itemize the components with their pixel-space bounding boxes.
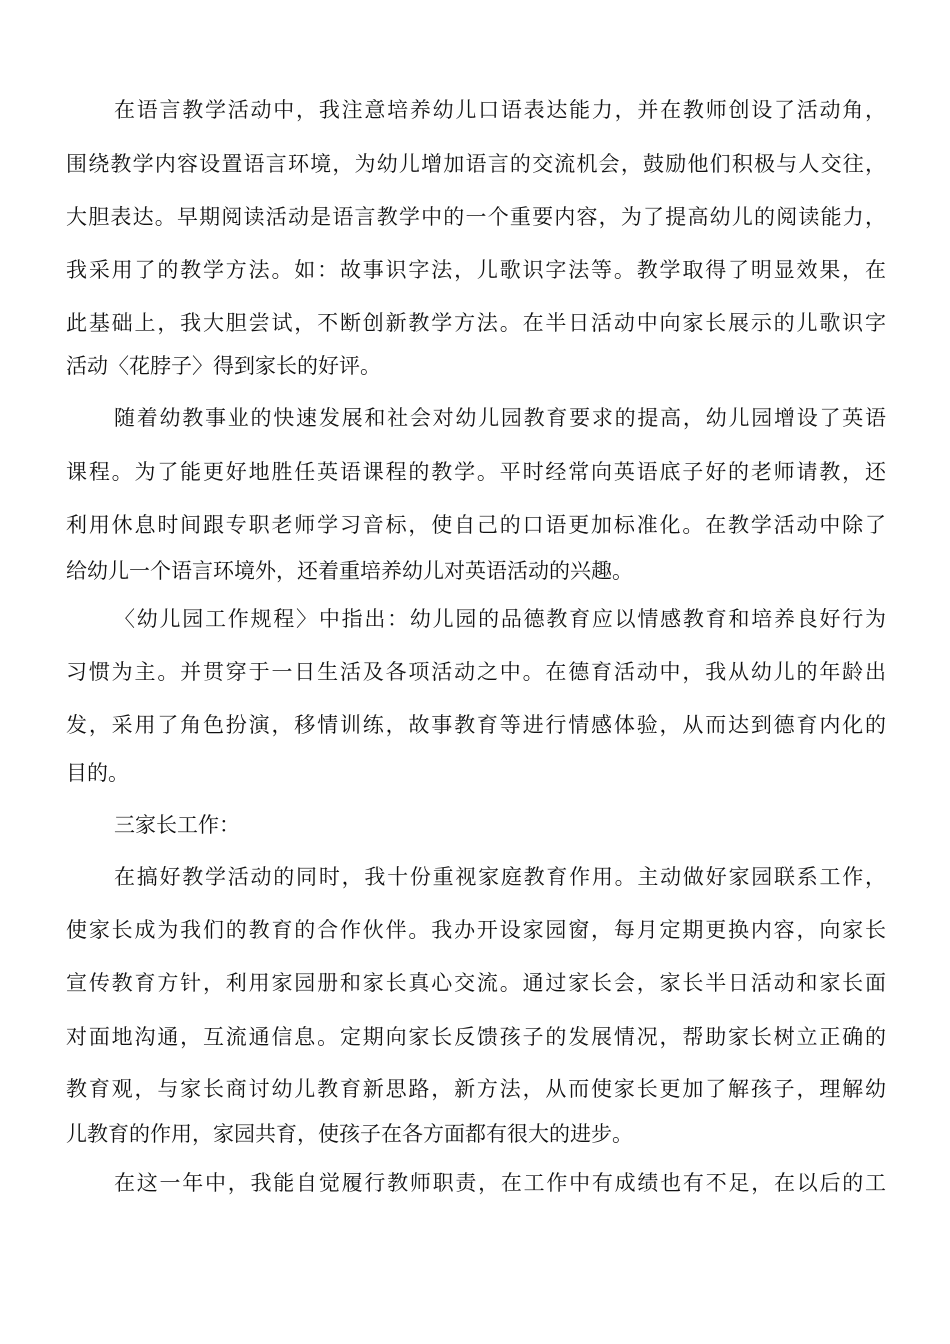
text-line: 对面地沟通，互流通信息。定期向家长反馈孩子的发展情况，帮助家长树立正确的 (66, 1025, 886, 1049)
text-line: 课程。为了能更好地胜任英语课程的教学。平时经常向英语底子好的老师请教，还 (66, 460, 886, 484)
text-line: 发，采用了角色扮演，移情训练，故事教育等进行情感体验，从而达到德育内化的 (66, 713, 886, 737)
text-line: 〈幼儿园工作规程〉中指出：幼儿园的品德教育应以情感教育和培养良好行为 (114, 607, 886, 631)
text-line: 此基础上，我大胆尝试，不断创新教学方法。在半日活动中向家长展示的儿歌识字 (66, 311, 886, 335)
text-line: 大胆表达。早期阅读活动是语言教学中的一个重要内容，为了提高幼儿的阅读能力， (66, 205, 886, 229)
text-line: 目的。 (66, 761, 129, 785)
text-line: 儿教育的作用，家园共育，使孩子在各方面都有很大的进步。 (66, 1122, 633, 1146)
text-line: 随着幼教事业的快速发展和社会对幼儿园教育要求的提高，幼儿园增设了英语 (114, 406, 886, 430)
text-line: 围绕教学内容设置语言环境，为幼儿增加语言的交流机会，鼓励他们积极与人交往， (66, 152, 886, 176)
text-line: 我采用了的教学方法。如：故事识字法，儿歌识字法等。教学取得了明显效果，在 (66, 258, 886, 282)
section-heading: 三家长工作： (114, 813, 240, 837)
text-line: 使家长成为我们的教育的合作伙伴。我办开设家园窗，每月定期更换内容，向家长 (66, 918, 886, 942)
text-line: 在这一年中，我能自觉履行教师职责，在工作中有成绩也有不足，在以后的工 (114, 1171, 886, 1195)
text-line: 在语言教学活动中，我注意培养幼儿口语表达能力，并在教师创设了活动角， (114, 98, 886, 122)
text-line: 宣传教育方针，利用家园册和家长真心交流。通过家长会，家长半日活动和家长面 (66, 971, 886, 995)
text-line: 利用休息时间跟专职老师学习音标，使自己的口语更加标准化。在教学活动中除了 (66, 513, 886, 537)
text-line: 给幼儿一个语言环境外，还着重培养幼儿对英语活动的兴趣。 (66, 559, 633, 583)
text-line: 活动〈花脖子〉得到家长的好评。 (66, 354, 381, 378)
text-line: 教育观，与家长商讨幼儿教育新思路，新方法，从而使家长更加了解孩子，理解幼 (66, 1077, 886, 1101)
text-line: 习惯为主。并贯穿于一日生活及各项活动之中。在德育活动中，我从幼儿的年龄出 (66, 660, 886, 684)
text-line: 在搞好教学活动的同时，我十份重视家庭教育作用。主动做好家园联系工作， (114, 865, 886, 889)
